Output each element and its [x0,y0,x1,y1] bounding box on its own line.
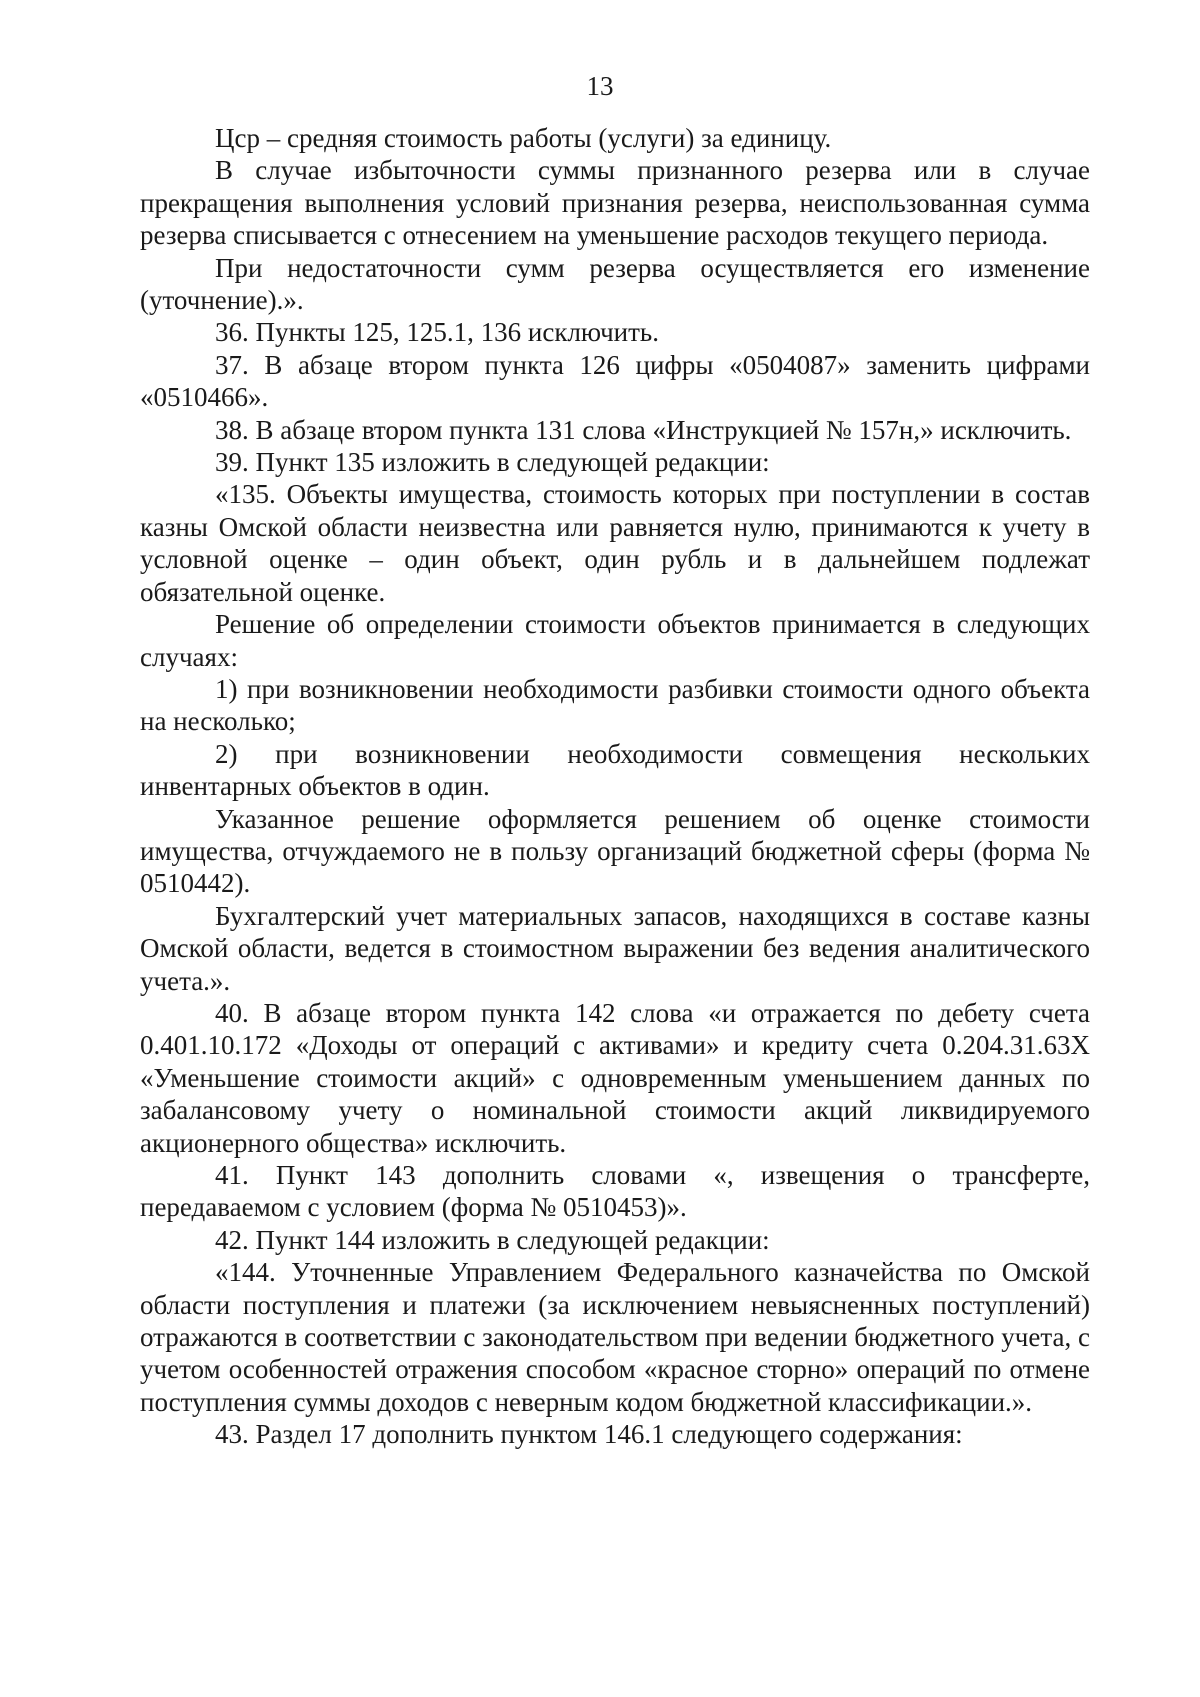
paragraph: Решение об определении стоимости объектов принимается в следующих случаях: [140,609,1090,672]
paragraph-item-39: 39. Пункт 135 изложить в следующей редакции: [215,447,770,478]
paragraph: При недостаточности сумм резерва осуществляется его изменение (уточнение).». [140,252,1090,316]
paragraph: 2) при возникновении необходимости совмещения нескольких инвентарных объектов в один. [140,738,1090,802]
paragraph-item-36: 36. Пункты 125, 125.1, 136 исключить. [215,317,659,348]
paragraph-item-37: 37. В абзаце втором пункта 126 цифры «0504087» заменить цифрами «0510466». [140,349,1090,413]
paragraph-item-38: 38. В абзаце втором пункта 131 слова «Инструкцией № 157н,» исключить. [215,414,1072,445]
page-number: 13 [586,71,614,101]
paragraph: Бухгалтерский учет материальных запасов, находящихся в составе казны Омской области, ведется в стоимостном выражении без ведения аналитического учета.». [140,900,1090,996]
paragraph: «144. Уточненные Управлением Федерального казначейства по Омской области поступления и платежи (за исключением невыясненных поступлений) отражаются в соответствии с законодательством при ведении бюджетного учета, с учетом особенностей отражения способом «красное сторно» операций по отмене поступления суммы доходов с неверным кодом бюджетной классификации.». [140,1257,1090,1417]
paragraph: Цср – средняя стоимость работы (услуги) за единицу. [215,123,832,153]
paragraph: В случае избыточности суммы признанного резерва или в случае прекращения выполнения условий признания резерва, неиспользованная сумма резерва списывается с отнесением на уменьшение расходов текущего периода. [140,155,1090,251]
paragraph: 1) при возникновении необходимости разбивки стоимости одного объекта на несколько; [140,673,1090,737]
paragraph: «135. Объекты имущества, стоимость которых при поступлении в состав казны Омской области неизвестна или равняется нулю, принимаются к учету в условной оценке – один объект, один рубль и в дальнейшем подлежат обязательной оценке. [140,479,1090,607]
document-body [140,122,1090,1451]
paragraph-item-43: 43. Раздел 17 дополнить пунктом 146.1 следующего содержания: [215,1419,963,1450]
paragraph-item-42: 42. Пункт 144 изложить в следующей редакции: [215,1224,770,1255]
paragraph: Указанное решение оформляется решением об оценке стоимости имущества, отчуждаемого не в пользу организаций бюджетной сферы (форма № 0510442). [140,803,1090,899]
paragraph-item-40: 40. В абзаце втором пункта 142 слова «и отражается по дебету счета 0.401.10.172 «Доходы от операций с активами» и кредиту счета 0.204.31.63Х «Уменьшение стоимости акций» с одновременным уменьшением данных по забалансовому учету о номинальной стоимости акций ликвидируемого акционерного общества» исключить. [140,997,1090,1158]
paragraph-item-41: 41. Пункт 143 дополнить словами «, извещения о трансферте, передаваемом с условием (форма № 0510453)». [140,1160,1090,1223]
